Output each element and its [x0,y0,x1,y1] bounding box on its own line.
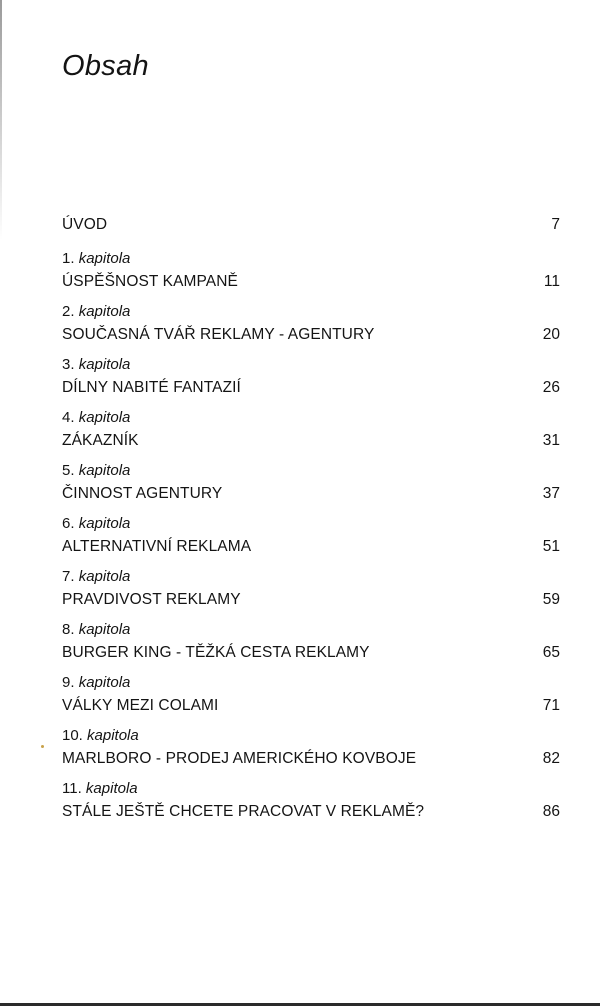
page-title: Obsah [62,50,149,82]
paper-speck [41,745,44,748]
chapter-title: STÁLE JEŠTĚ CHCETE PRACOVAT V REKLAMĚ? [62,803,425,820]
chapter-page: 26 [542,379,560,396]
chapter-word: kapitola [87,727,139,744]
chapter-word: kapitola [78,621,131,638]
chapter-title-row [62,375,560,397]
chapter-title-row [62,428,560,450]
chapter-page: 82 [542,750,560,767]
chapter-number: 7. [62,568,75,585]
chapter-title: ZÁKAZNÍK [62,432,139,449]
chapter-title: SOUČASNÁ TVÁŘ REKLAMY - AGENTURY [62,326,375,343]
chapter-number: 6. [62,515,75,532]
chapter-label [62,408,560,428]
chapter-word: kapitola [78,409,131,426]
chapter-word: kapitola [85,780,138,797]
table-of-contents [62,208,560,832]
toc-entry [62,779,560,832]
chapter-label [62,567,560,587]
chapter-word: kapitola [78,250,131,267]
chapter-title-row [62,746,560,768]
chapter-title-row [62,481,560,503]
toc-entry [62,302,560,355]
chapter-page: 51 [542,538,560,555]
chapter-page: 65 [542,644,560,661]
chapter-title-row [62,322,560,344]
chapter-word: kapitola [78,515,131,532]
chapter-title-row [62,587,560,609]
chapter-number: 10. [62,727,83,744]
chapter-label [62,302,560,322]
chapter-label [62,514,560,534]
chapter-word: kapitola [78,303,131,320]
toc-intro-row [62,208,560,234]
chapter-label [62,620,560,640]
toc-entry [62,567,560,620]
chapter-word: kapitola [78,356,131,373]
chapter-number: 8. [62,621,75,638]
chapter-page: 20 [542,326,560,343]
chapter-label [62,726,560,746]
chapter-title-row [62,534,560,556]
toc-entry [62,408,560,461]
toc-entry [62,355,560,408]
chapter-title: ČINNOST AGENTURY [62,485,223,502]
chapter-title: VÁLKY MEZI COLAMI [62,697,219,714]
toc-entry [62,620,560,673]
chapter-number: 1. [62,250,75,267]
chapter-word: kapitola [78,674,131,691]
chapter-page: 37 [542,485,560,502]
chapter-number: 11. [62,780,82,797]
chapter-title: DÍLNY NABITÉ FANTAZIÍ [62,379,241,396]
chapter-page: 86 [542,803,560,820]
chapter-title: ÚSPĚŠNOST KAMPANĚ [62,273,238,290]
chapter-title: PRAVDIVOST REKLAMY [62,591,241,608]
toc-intro-page: 7 [551,216,560,233]
chapter-title: ALTERNATIVNÍ REKLAMA [62,538,252,555]
chapter-title-row [62,693,560,715]
chapter-label [62,355,560,375]
chapter-word: kapitola [78,462,131,479]
chapter-number: 9. [62,674,75,691]
chapter-label [62,673,560,693]
chapter-page: 11 [543,273,560,290]
chapter-title: MARLBORO - PRODEJ AMERICKÉHO KOVBOJE [62,750,417,767]
chapter-page: 59 [542,591,560,608]
chapter-title-row [62,799,560,821]
chapter-title-row [62,269,560,291]
toc-entry [62,673,560,726]
toc-entry [62,461,560,514]
chapter-label [62,249,560,269]
chapter-label [62,461,560,481]
chapter-page: 71 [542,697,560,714]
chapter-word: kapitola [78,568,131,585]
chapter-label [62,779,560,799]
chapter-page: 31 [542,432,560,449]
page-edge-shadow [0,0,2,240]
chapter-number: 5. [62,462,75,479]
chapter-number: 2. [62,303,75,320]
toc-entry [62,514,560,567]
chapter-number: 4. [62,409,75,426]
chapter-title: BURGER KING - TĚŽKÁ CESTA REKLAMY [62,644,370,661]
chapter-number: 3. [62,356,75,373]
chapter-title-row [62,640,560,662]
toc-entry [62,726,560,779]
toc-intro-title: ÚVOD [62,216,108,233]
toc-entry [62,249,560,302]
